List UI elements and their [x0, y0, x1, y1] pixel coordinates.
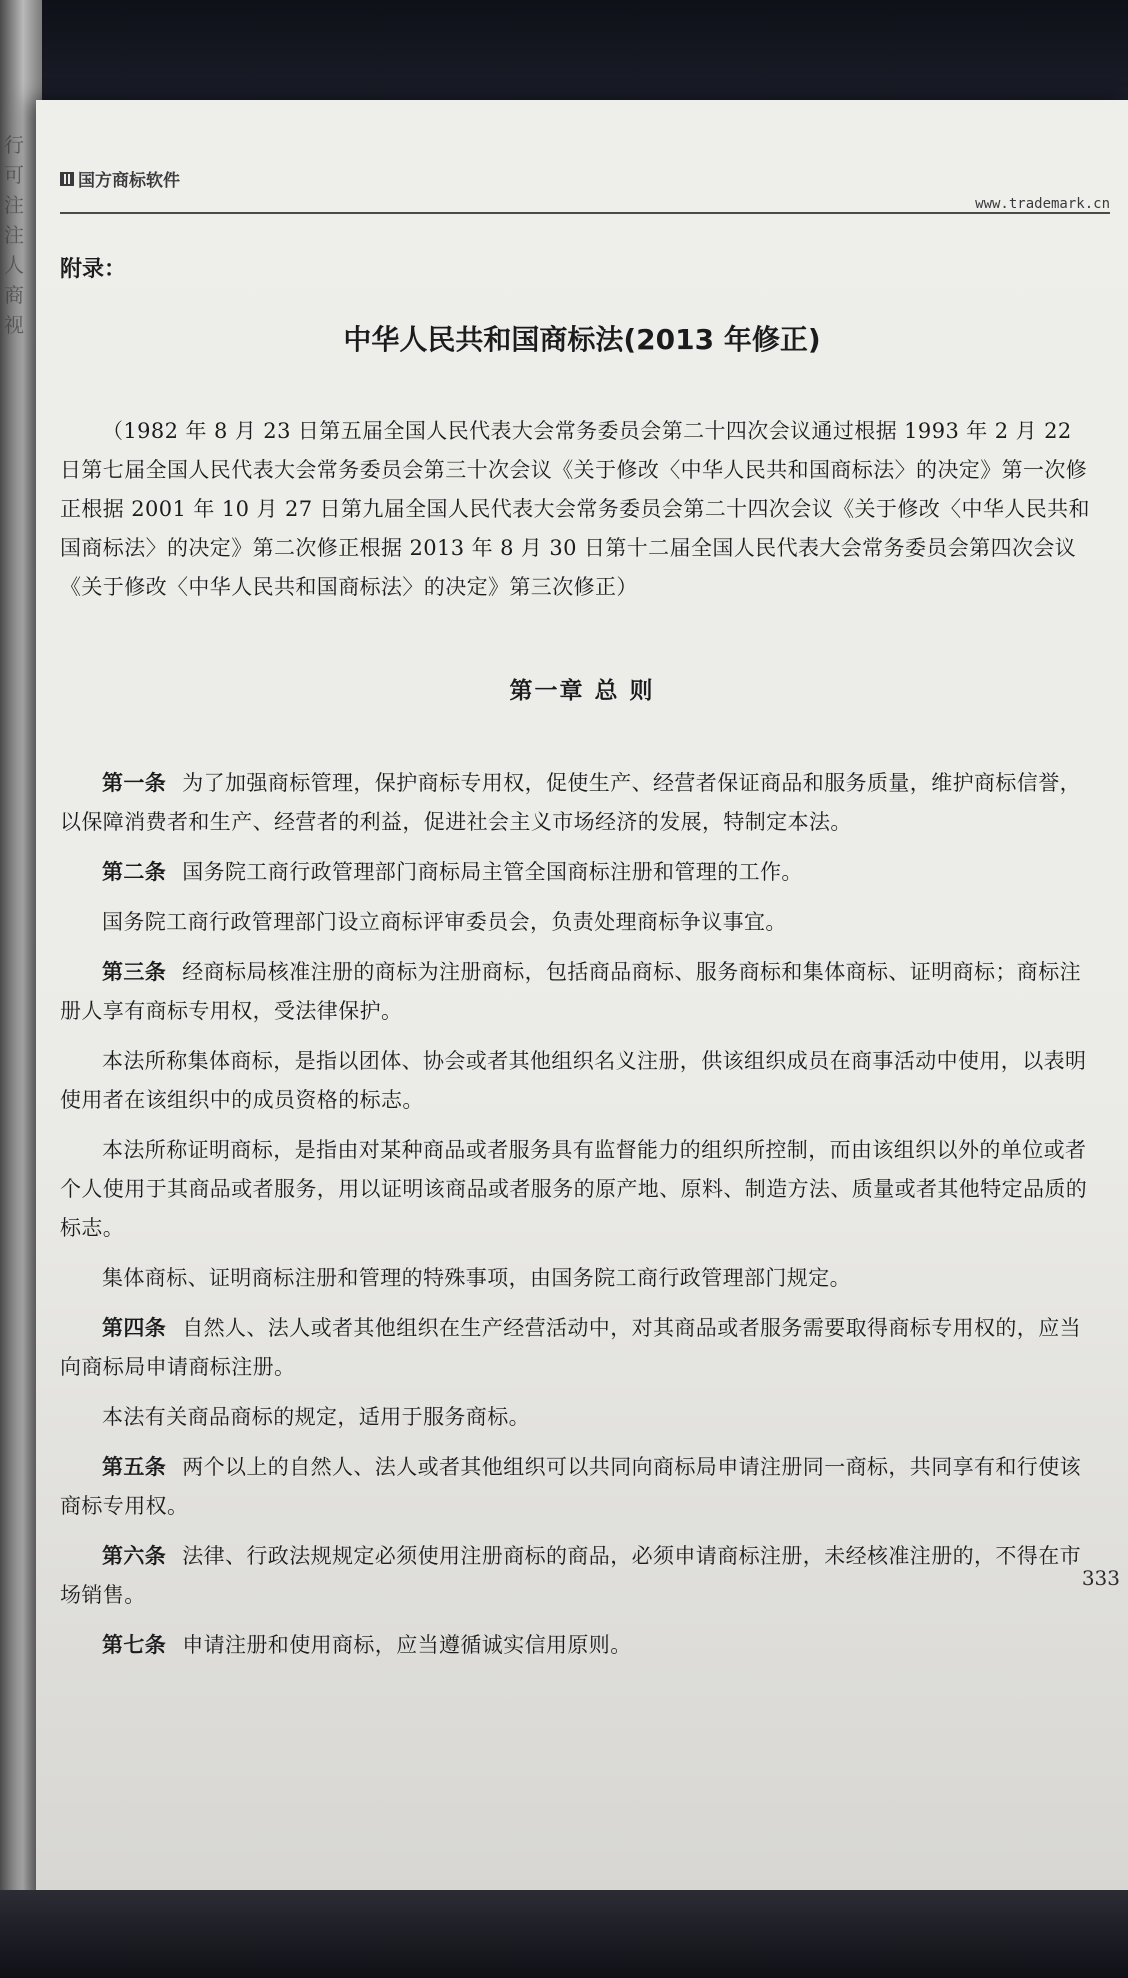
header-divider [60, 212, 1110, 214]
article-text: 申请注册和使用商标，应当遵循诚实信用原则。 [182, 1633, 632, 1657]
article-paragraph [60, 1259, 1100, 1298]
article-number: 第五条 [102, 1455, 167, 1479]
article-number: 第七条 [102, 1633, 167, 1657]
article-paragraph [60, 853, 1100, 892]
article-number: 第二条 [102, 860, 167, 884]
article-text: 本法有关商品商标的规定，适用于服务商标。 [102, 1405, 530, 1429]
article-text: 经商标局核准注册的商标为注册商标，包括商品商标、服务商标和集体商标、证明商标；商标注册人享有商标专用权，受法律保护。 [60, 960, 1081, 1023]
article-paragraph [60, 1309, 1100, 1387]
article-paragraph [60, 953, 1100, 1031]
article-list [60, 764, 1100, 1676]
chapter-title: 第一章 总 则 [509, 678, 655, 704]
article-paragraph [60, 1042, 1100, 1120]
article-text: 本法所称集体商标，是指以团体、协会或者其他组织名义注册，供该组织成员在商事活动中使用，以表明使用者在该组织中的成员资格的标志。 [60, 1049, 1087, 1112]
article-text: 为了加强商标管理，保护商标专用权，促使生产、经营者保证商品和服务质量，维护商标信誉，以保障消费者和生产、经营者的利益，促进社会主义市场经济的发展，特制定本法。 [60, 771, 1081, 834]
book-page [36, 100, 1128, 1905]
article-text: 国务院工商行政管理部门设立商标评审委员会，负责处理商标争议事宜。 [102, 910, 787, 934]
article-text: 国务院工商行政管理部门商标局主管全国商标注册和管理的工作。 [182, 860, 803, 884]
article-number: 第四条 [102, 1316, 167, 1340]
article-text: 两个以上的自然人、法人或者其他组织可以共同向商标局申请注册同一商标，共同享有和行使该商标专用权。 [60, 1455, 1081, 1518]
article-paragraph [60, 1398, 1100, 1437]
article-paragraph [60, 1626, 1100, 1665]
article-number: 第一条 [102, 771, 167, 795]
article-paragraph [60, 903, 1100, 942]
article-number: 第三条 [102, 960, 167, 984]
appendix-label: 附录： [60, 257, 127, 282]
document-title: 中华人民共和国商标法(2013 年修正) [343, 323, 821, 356]
article-paragraph [60, 1448, 1100, 1526]
article-paragraph [60, 1131, 1100, 1248]
amendment-history: （1982 年 8 月 23 日第五届全国人民代表大会常务委员会第二十四次会议通过根据 1993 年 2 月 22 日第七届全国人民代表大会常务委员会第三十次会议《关于修改〈中华人民共和国商标法〉的决定》第一次修正根据 2001 年 10 月 27 日第九届全国人民代表大会常务委员会第二十四次会议《关于修改〈中华人民共和国商标法〉的决定》第二次修正根据 2013 年 8 月 30 日第十二届全国人民代表大会常务委员会第四次会议《关于修改〈中华人民共和国商标法〉的决定》第三次修正） [60, 419, 1090, 599]
header-brand-text: 国方商标软件 [78, 171, 180, 191]
article-text: 本法所称证明商标，是指由对某种商品或者服务具有监督能力的组织所控制，而由该组织以外的单位或者个人使用于其商品或者服务，用以证明该商品或者服务的原产地、原料、制造方法、质量或者其他特定品质的标志。 [60, 1138, 1088, 1240]
article-number: 第六条 [102, 1544, 167, 1568]
article-text: 法律、行政法规规定必须使用注册商标的商品，必须申请商标注册，未经核准注册的，不得在市场销售。 [60, 1544, 1081, 1607]
header-url: www.trademark.cn [975, 196, 1110, 212]
running-header [60, 166, 1110, 214]
page-number: 333 [1081, 1566, 1120, 1590]
article-paragraph [60, 1537, 1100, 1615]
article-text: 自然人、法人或者其他组织在生产经营活动中，对其商品或者服务需要取得商标专用权的，应当向商标局申请商标注册。 [60, 1316, 1081, 1379]
publisher-logo-icon [60, 172, 74, 186]
article-text: 集体商标、证明商标注册和管理的特殊事项，由国务院工商行政管理部门规定。 [102, 1266, 851, 1290]
background-desk-bottom [0, 1890, 1128, 1978]
adjacent-page-text: 行可注注人商视 [4, 133, 24, 337]
header-brand [60, 166, 180, 191]
article-paragraph [60, 764, 1100, 842]
